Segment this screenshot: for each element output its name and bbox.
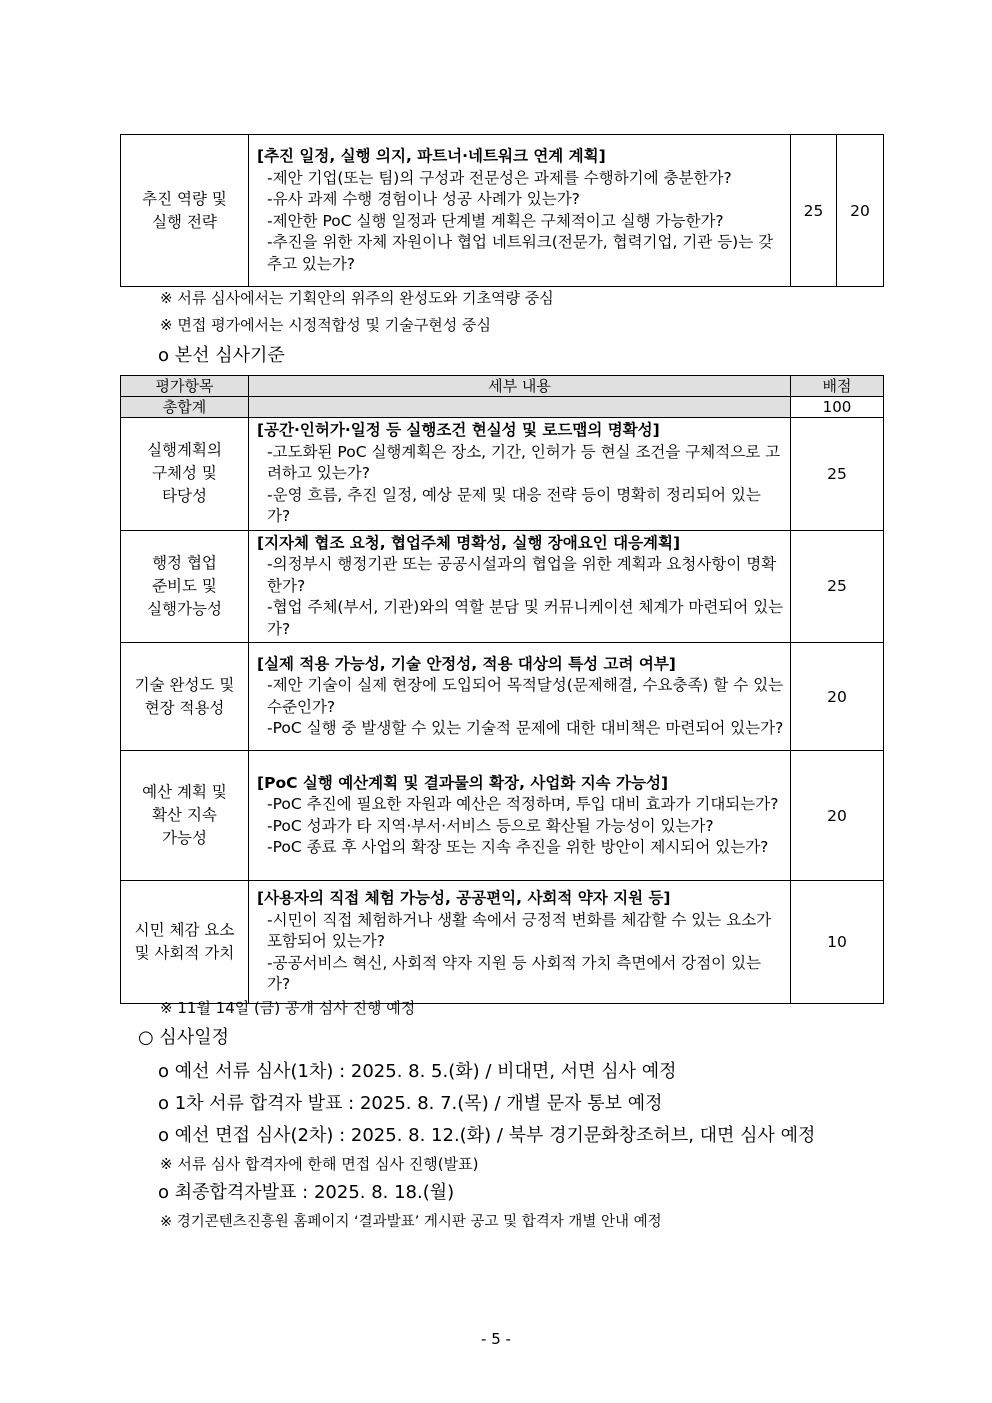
criteria-item: -PoC 성과가 타 지역·부서·서비스 등으로 확산될 가능성이 있는가? [267, 816, 714, 835]
score-cell: 20 [837, 135, 884, 287]
criteria-heading: [사용자의 직접 체험 가능성, 공공편익, 사회적 약자 지원 등] [257, 889, 671, 908]
criteria-item: -협업 주체(부서, 기관)와의 역할 분담 및 커뮤니케이션 체계가 마련되어 있는가? [267, 598, 784, 638]
detail-cell [249, 135, 791, 287]
criteria-heading: [지자체 협조 요청, 협업주체 명확성, 실행 장애요인 대응계획] [257, 533, 681, 552]
criteria-item: -의정부시 행정기관 또는 공공시설과의 협업을 위한 계획과 요청사항이 명확한가? [267, 555, 777, 595]
header-score: 배점 [791, 376, 884, 397]
table-row [121, 751, 884, 881]
criteria-heading: [공간·인허가·일정 등 실행조건 현실성 및 로드맵의 명확성] [257, 421, 660, 439]
criteria-item: -운영 흐름, 추진 일정, 예상 문제 및 대응 전략 등이 명확히 정리되어 있는가? [267, 485, 761, 525]
score-cell: 20 [791, 643, 884, 751]
detail-cell [249, 751, 791, 881]
criteria-item: -PoC 종료 후 사업의 확장 또는 지속 추진을 위한 방안이 제시되어 있는가? [267, 838, 769, 856]
score-cell: 20 [791, 751, 884, 881]
criteria-heading: [PoC 실행 예산계획 및 결과물의 확장, 사업화 지속 가능성] [257, 773, 669, 792]
criteria-item: -제안 기업(또는 팀)의 구성과 전문성은 과제를 수행하기에 충분한가? [267, 168, 732, 187]
table-row [121, 881, 884, 1004]
total-value: 100 [791, 397, 884, 418]
criteria-item: -추진을 위한 자체 자원이나 협업 네트워크(전문가, 협력기업, 기관 등)는 갖추고 있는가? [267, 233, 774, 273]
header-detail: 세부 내용 [249, 376, 791, 397]
score-cell: 10 [791, 881, 884, 1004]
header-category: 평가항목 [121, 376, 249, 397]
schedule-item: o 1차 서류 합격자 발표 : 2025. 8. 7.(목) / 개별 문자 통보 예정 [158, 1093, 663, 1114]
schedule-item: o 예선 서류 심사(1차) : 2025. 8. 5.(화) / 비대면, 서면 심사 예정 [158, 1061, 677, 1082]
category-cell: 실행계획의 구체성 및 타당성 [121, 418, 249, 531]
page-number: - 5 - [481, 1330, 511, 1348]
criteria-item: -유사 과제 수행 경험이나 성공 사례가 있는가? [267, 190, 580, 208]
category-cell: 예산 계획 및 확산 지속 가능성 [121, 751, 249, 881]
schedule-note: ※ 서류 심사 합격자에 한해 면접 심사 진행(발표) [160, 1155, 479, 1173]
criteria-item: -고도화된 PoC 실행계획은 장소, 기간, 인허가 등 현실 조건을 구체적으로 고려하고 있는가? [267, 442, 781, 482]
criteria-heading: [실제 적용 가능성, 기술 안정성, 적용 대상의 특성 고려 여부] [257, 654, 676, 673]
note-document-review: ※ 서류 심사에서는 기획안의 위주의 완성도와 기초역량 중심 [160, 289, 554, 307]
table-row [121, 530, 884, 643]
total-label: 총합계 [121, 397, 249, 418]
schedule-item: o 최종합격자발표 : 2025. 8. 18.(월) [158, 1182, 455, 1203]
top-criteria-table [120, 134, 884, 287]
note-interview: ※ 면접 평가에서는 시정적합성 및 기술구현성 중심 [160, 316, 491, 334]
schedule-note: ※ 경기콘텐츠진흥원 홈페이지 ‘결과발표’ 게시판 공고 및 합격자 개별 안내 예정 [160, 1214, 662, 1230]
criteria-item: -공공서비스 혁신, 사회적 약자 지원 등 사회적 가치 측면에서 강점이 있는가? [267, 953, 762, 994]
detail-cell [249, 643, 791, 751]
criteria-item: -시민이 직접 체험하거나 생활 속에서 긍정적 변화를 체감할 수 있는 요소가 포함되어 있는가? [267, 910, 772, 951]
category-cell: 추진 역량 및 실행 전략 [121, 135, 249, 287]
criteria-item: -PoC 실행 중 발생할 수 있는 기술적 문제에 대한 대비책은 마련되어 있는가? [267, 719, 784, 737]
score-cell: 25 [791, 418, 884, 531]
detail-cell [249, 530, 791, 643]
detail-cell [249, 881, 791, 1004]
note-public-review: ※ 11월 14일 (금) 공개 심사 진행 예정 [160, 999, 416, 1017]
total-empty [249, 397, 791, 418]
table-row [121, 418, 884, 531]
score-cell: 25 [791, 135, 837, 287]
score-cell: 25 [791, 530, 884, 643]
category-cell: 기술 완성도 및 현장 적용성 [121, 643, 249, 751]
section-title: o 본선 심사기준 [158, 345, 285, 366]
schedule-item: o 예선 면접 심사(2차) : 2025. 8. 12.(화) / 북부 경기문화창조허브, 대면 심사 예정 [158, 1125, 816, 1146]
detail-cell [249, 418, 791, 531]
main-criteria-table [120, 375, 884, 1004]
criteria-item: -제안 기술이 실제 현장에 도입되어 목적달성(문제해결, 수요충족) 할 수 있는 수준인가? [267, 676, 784, 716]
table-row [121, 643, 884, 751]
criteria-item: -PoC 추진에 필요한 자원과 예산은 적정하며, 투입 대비 효과가 기대되는가? [267, 795, 779, 813]
schedule-title: ○ 심사일정 [138, 1027, 229, 1048]
criteria-heading: [추진 일정, 실행 의지, 파트너·네트워크 연계 계획] [257, 147, 606, 165]
criteria-item: -제안한 PoC 실행 일정과 단계별 계획은 구체적이고 실행 가능한가? [267, 211, 724, 230]
category-cell: 행정 협업 준비도 및 실행가능성 [121, 530, 249, 643]
category-cell: 시민 체감 요소 및 사회적 가치 [121, 881, 249, 1004]
total-row [121, 397, 884, 418]
table-header-row [121, 376, 884, 397]
